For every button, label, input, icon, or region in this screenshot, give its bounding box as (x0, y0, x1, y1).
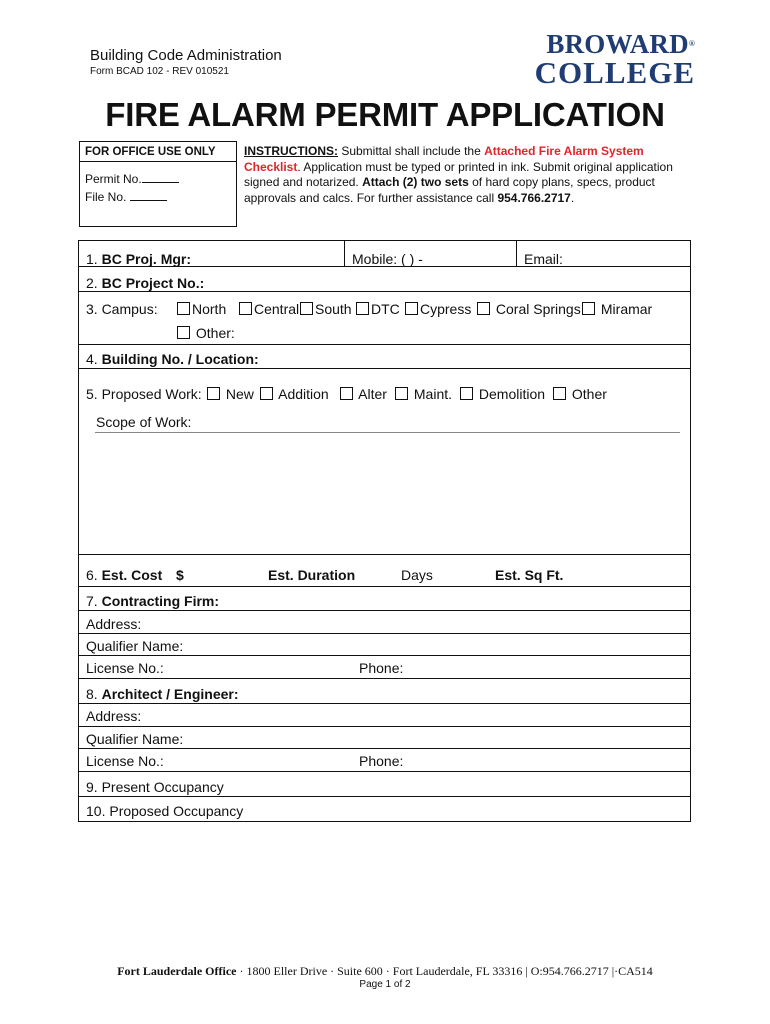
cost-number: 6. (86, 567, 102, 583)
architect-engineer-label (86, 686, 239, 702)
work-addition-option[interactable] (260, 386, 329, 402)
present-occupancy-label: 9. Present Occupancy (86, 779, 224, 795)
divider (79, 703, 690, 704)
campus-other-option[interactable] (177, 325, 235, 341)
project-no-text: BC Project No.: (101, 275, 205, 291)
checkbox-other-work[interactable] (553, 387, 566, 400)
campus-south-option[interactable] (300, 301, 352, 317)
option-label: South (315, 301, 352, 317)
divider (79, 291, 690, 292)
building-location-label (86, 351, 259, 367)
divider (79, 344, 690, 345)
logo-line1: BROWARD (546, 29, 689, 59)
proj-mgr-label (86, 251, 191, 267)
checkbox-miramar[interactable] (582, 302, 595, 315)
divider (79, 655, 690, 656)
divider (79, 678, 690, 679)
contractor-license-label: License No.: (86, 660, 164, 676)
permit-number-label: Permit No. (85, 172, 142, 186)
divider (79, 368, 690, 369)
option-label: Central (254, 301, 300, 317)
checkbox-alter[interactable] (340, 387, 353, 400)
days-label: Days (401, 567, 433, 583)
option-label: Maint. (413, 386, 453, 402)
permit-number-blank[interactable] (142, 172, 179, 183)
divider (79, 586, 690, 587)
est-sqft-label: Est. Sq Ft. (495, 567, 564, 583)
campus-dtc-option[interactable] (356, 301, 400, 317)
checkbox-other-campus[interactable] (177, 326, 190, 339)
instructions-bold-sets: Attach (2) two sets (362, 175, 469, 189)
divider (79, 748, 690, 749)
office-use-heading: FOR OFFICE USE ONLY (80, 142, 236, 162)
work-maint-option[interactable] (395, 386, 452, 402)
office-use-box (79, 141, 237, 227)
divider (516, 241, 517, 266)
department-name: Building Code Administration (90, 47, 282, 64)
campus-central-option[interactable] (239, 301, 299, 317)
proj-mgr-number: 1. (86, 251, 102, 267)
footer-address-text: · 1800 Eller Drive · Suite 600 · Fort Lauderdale, FL 33316 | O:954.766.2717 |·CA514 (236, 964, 653, 978)
page-number: Page 1 of 2 (359, 979, 411, 990)
building-text: Building No. / Location: (101, 351, 259, 367)
est-duration-label: Est. Duration (268, 567, 356, 583)
proposed-work-label: 5. Proposed Work: (86, 386, 202, 402)
divider (79, 771, 690, 772)
work-new-option[interactable] (207, 386, 254, 402)
cost-dollar-sign: $ (176, 567, 184, 583)
footer-address (0, 964, 770, 979)
option-label: Coral Springs (495, 301, 581, 317)
file-number-field[interactable] (80, 190, 236, 204)
checkbox-new[interactable] (207, 387, 220, 400)
architect-address-label: Address: (86, 708, 142, 724)
contractor-address-label: Address: (86, 616, 142, 632)
campus-north-option[interactable] (177, 301, 226, 317)
campus-miramar-option[interactable] (582, 301, 652, 317)
option-label: Other (571, 386, 607, 402)
assistance-phone: 954.766.2717 (497, 190, 571, 205)
file-number-blank[interactable] (130, 190, 167, 201)
option-label: Addition (278, 386, 329, 402)
footer-office: Fort Lauderdale Office (117, 964, 237, 978)
work-other-option[interactable] (553, 386, 607, 402)
campus-label: 3. Campus: (86, 301, 158, 317)
est-cost-label (86, 567, 162, 583)
checkbox-maint[interactable] (395, 387, 408, 400)
architect-text: Architect / Engineer: (101, 686, 239, 702)
proposed-occupancy-label: 10. Proposed Occupancy (86, 803, 244, 819)
checklist-link: Attached Fire Alarm System Checklist (244, 144, 644, 174)
instructions (244, 144, 689, 206)
option-label: New (225, 386, 254, 402)
broward-college-logo (530, 30, 695, 88)
instructions-text2: . Application must be typed or printed in ink. Submit original application signed and notarized. (244, 159, 673, 189)
logo-line2: COLLEGE (534, 55, 695, 90)
work-demolition-option[interactable] (460, 386, 545, 402)
form-number: Form BCAD 102 - REV 010521 (90, 66, 229, 77)
instructions-label: INSTRUCTIONS: (244, 144, 338, 158)
option-label: Alter (358, 386, 387, 402)
campus-coral-springs-option[interactable] (477, 301, 581, 317)
work-alter-option[interactable] (340, 386, 387, 402)
architect-phone-label: Phone: (359, 753, 404, 769)
option-label: Miramar (600, 301, 653, 317)
proj-mgr-text: BC Proj. Mgr: (101, 251, 192, 267)
checkbox-dtc[interactable] (356, 302, 369, 315)
divider (79, 796, 690, 797)
option-label: Demolition (478, 386, 546, 402)
page-title: FIRE ALARM PERMIT APPLICATION (105, 96, 665, 133)
application-form (78, 240, 691, 822)
mobile-label: Mobile: ( ) - (352, 251, 423, 267)
project-no-label (86, 275, 204, 291)
contractor-text: Contracting Firm: (101, 593, 220, 609)
divider (344, 241, 345, 266)
divider (79, 633, 690, 634)
checkbox-central[interactable] (239, 302, 252, 315)
instructions-text3: of hard copy plans, specs, product approvals and calcs. For further assistance call (244, 175, 655, 205)
option-label: Other: (195, 325, 235, 341)
checkbox-north[interactable] (177, 302, 190, 315)
option-label: North (192, 301, 227, 317)
checkbox-coral-springs[interactable] (477, 302, 490, 315)
contracting-firm-label (86, 593, 219, 609)
option-label: Cypress (420, 301, 472, 317)
checkbox-south[interactable] (300, 302, 313, 315)
email-label: Email: (524, 251, 563, 267)
campus-cypress-option[interactable] (405, 301, 471, 317)
logo-registered-mark: ® (688, 39, 695, 48)
divider (79, 266, 690, 267)
divider (79, 554, 690, 555)
scope-of-work-label: Scope of Work: (96, 414, 192, 430)
contractor-phone-label: Phone: (359, 660, 404, 676)
instructions-text1: Submittal shall include the (338, 144, 485, 158)
contractor-number: 7. (86, 593, 102, 609)
instructions-end: . (570, 190, 575, 205)
cost-text: Est. Cost (101, 567, 163, 583)
divider (79, 726, 690, 727)
file-number-label: File No. (85, 190, 127, 204)
checkbox-addition[interactable] (260, 387, 273, 400)
architect-number: 8. (86, 686, 102, 702)
divider (79, 610, 690, 611)
project-no-number: 2. (86, 275, 102, 291)
checkbox-demolition[interactable] (460, 387, 473, 400)
building-number: 4. (86, 351, 102, 367)
checkbox-cypress[interactable] (405, 302, 418, 315)
permit-number-field[interactable] (80, 172, 236, 186)
option-label: DTC (371, 301, 400, 317)
scope-underline (95, 432, 680, 433)
architect-license-label: License No.: (86, 753, 164, 769)
contractor-qualifier-label: Qualifier Name: (86, 638, 184, 654)
architect-qualifier-label: Qualifier Name: (86, 731, 184, 747)
